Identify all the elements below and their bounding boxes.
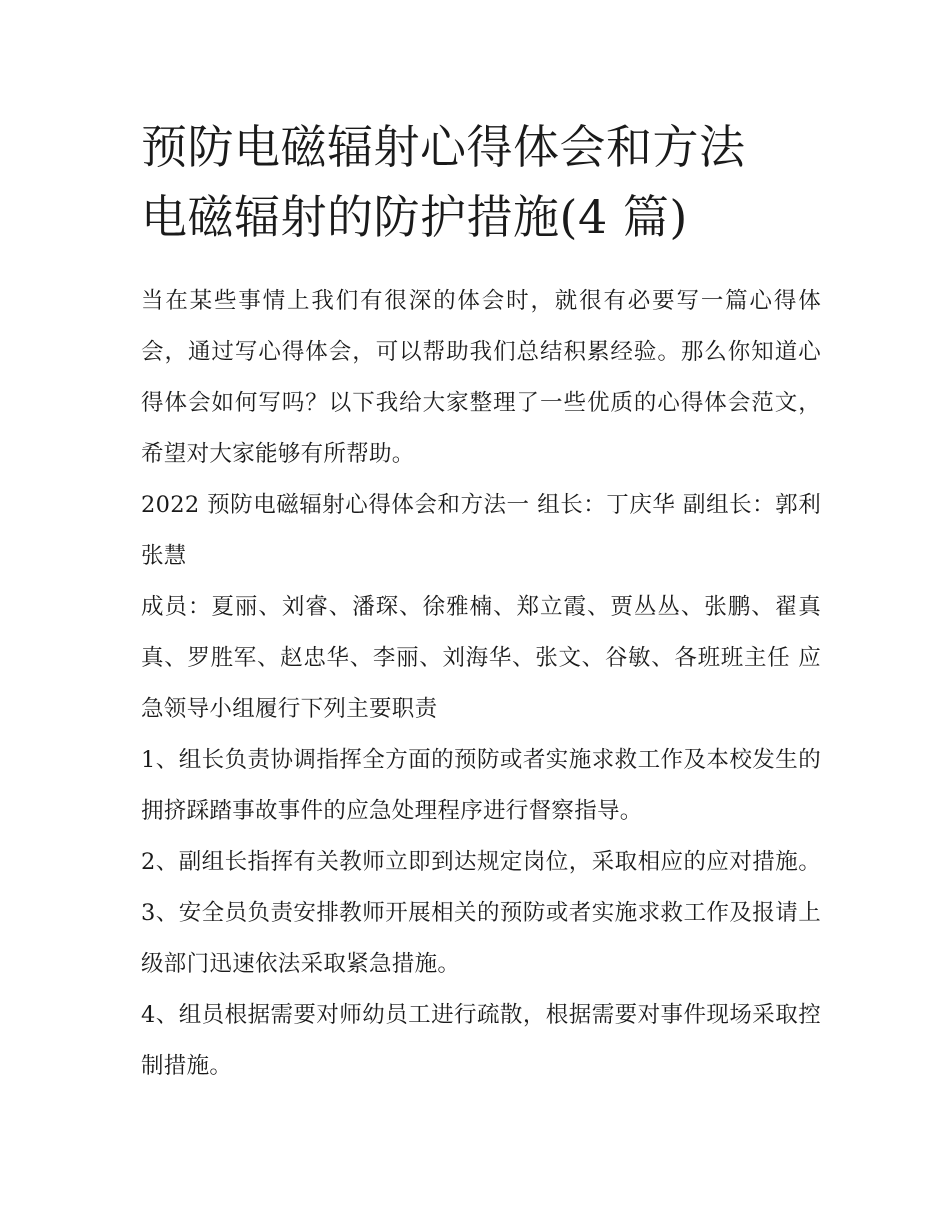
paragraph-intro: 当在某些事情上我们有很深的体会时，就很有必要写一篇心得体会，通过写心得体会，可以帮助我们总结积累经验。那么你知道心得体会如何写吗？以下我给大家整理了一些优质的心得体会范文，希望对大家能够有所帮助。 [141,288,821,467]
document-title [141,112,841,252]
paragraph-duty-2-3: 2、副组长指挥有关教师立即到达规定岗位，采取相应的应对措施。 3、安全员负责安排教师开展相关的预防或者实施求救工作及报请上级部门迅速依法采取紧急措施。 [141,849,821,977]
title-line-2: 电磁辐射的防护措施(4 篇) [141,190,688,244]
document-body [141,276,821,1092]
paragraph-members: 成员：夏丽、刘睿、潘琛、徐雅楠、郑立霞、贾丛丛、张鹏、翟真真、罗胜军、赵忠华、李丽、刘海华、张文、谷敏、各班班主任 应急领导小组履行下列主要职责 [141,594,821,722]
paragraph-duty-4: 4、组员根据需要对师幼员工进行疏散，根据需要对事件现场采取控制措施。 [141,1002,821,1079]
paragraph-duty-1: 1、组长负责协调指挥全方面的预防或者实施求救工作及本校发生的拥挤踩踏事故事件的应急处理程序进行督察指导。 [141,747,821,824]
title-line-1: 预防电磁辐射心得体会和方法 [141,120,746,174]
paragraph-leaders: 2022 预防电磁辐射心得体会和方法一 组长：丁庆华 副组长：郭利张慧 [141,492,821,569]
